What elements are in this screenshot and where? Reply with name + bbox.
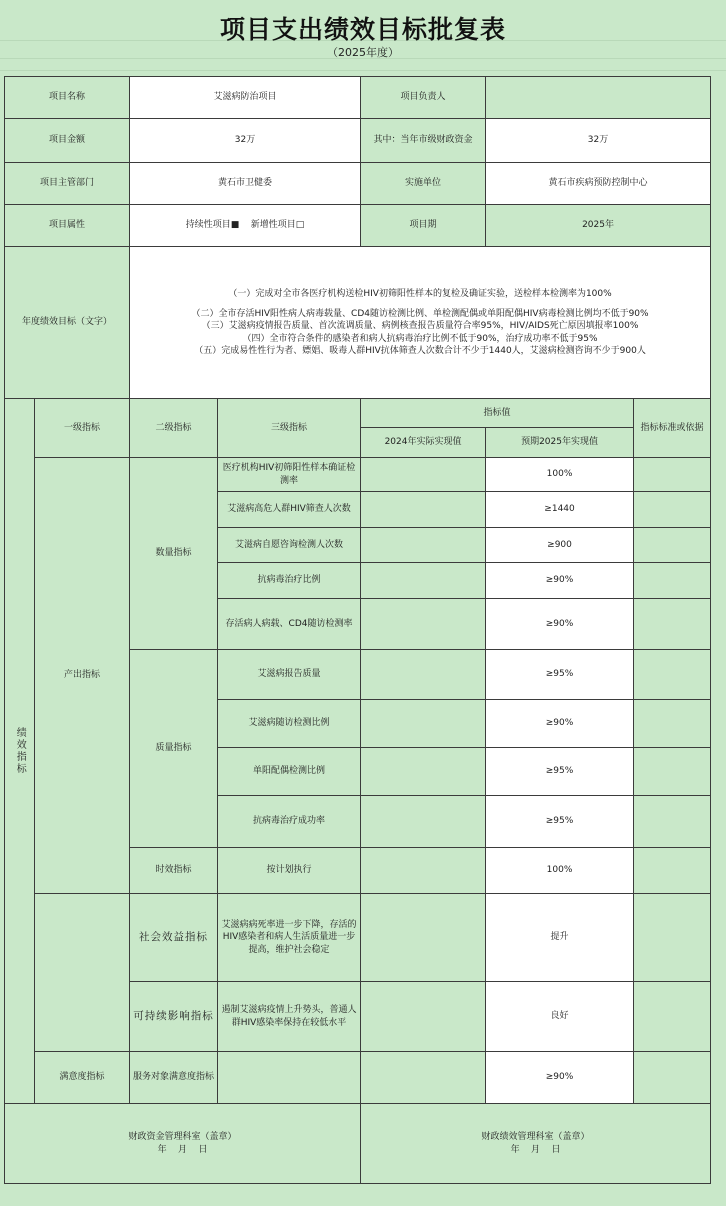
indicator-header-row <box>5 399 711 428</box>
goal-line: （三）艾滋病疫情报告质量、首次流调质量、病例核查报告质量符合率95%，HIV/AIDS死亡原因填报率100% <box>201 321 639 332</box>
signature-row <box>5 1104 711 1184</box>
info-row <box>5 119 711 163</box>
amount-label: 项目金额 <box>5 119 130 163</box>
expected-value[interactable]: ≥90% <box>486 599 634 650</box>
level3-name: 艾滋病高危人群HIV筛查人次数 <box>218 492 361 528</box>
goal-line: （一）完成对全市各医疗机构送检HIV初筛阳性样本的复检及确证实验，送检样本检测率为100% <box>228 289 612 300</box>
level3-name: 抗病毒治疗成功率 <box>218 796 361 848</box>
level2-social: 社会效益指标 <box>130 894 218 982</box>
goals-row <box>5 247 711 399</box>
indicator-row <box>5 894 711 982</box>
finance-funds-office: 财政资金管理科室（盖章） <box>128 1132 237 1143</box>
header-level1: 一级指标 <box>35 399 130 458</box>
level3-name: 存活病人病载、CD4随访检测率 <box>218 599 361 650</box>
basis-value[interactable] <box>634 528 711 563</box>
level3-name: 艾滋病随访检测比例 <box>218 700 361 748</box>
actual-value[interactable] <box>361 599 486 650</box>
actual-value[interactable] <box>361 528 486 563</box>
project-name-label: 项目名称 <box>5 77 130 119</box>
finance-funds-signature[interactable] <box>5 1104 361 1184</box>
goal-line: （四）全市符合条件的感染者和病人抗病毒治疗比例不低于90%，治疗成功率不低于95% <box>242 333 598 344</box>
basis-value[interactable] <box>634 1052 711 1104</box>
basis-value[interactable] <box>634 748 711 796</box>
actual-value[interactable] <box>361 458 486 492</box>
actual-value[interactable] <box>361 650 486 700</box>
actual-value[interactable] <box>361 492 486 528</box>
indicator-row <box>5 1052 711 1104</box>
performance-date: 年 月 日 <box>510 1144 561 1155</box>
project-leader-value[interactable] <box>486 77 711 119</box>
level3-name: 按计划执行 <box>218 848 361 894</box>
level1-output: 产出指标 <box>35 458 130 894</box>
attr-label: 项目属性 <box>5 205 130 247</box>
expected-value[interactable]: ≥900 <box>486 528 634 563</box>
performance-office: 财政绩效管理科室（盖章） <box>481 1132 590 1143</box>
header-level3: 三级指标 <box>218 399 361 458</box>
goal-line: （五）完成易性性行为者、嫖娼、吸毒人群HIV抗体筛查人次数合计不少于1440人，艾滋病检测咨询不少于900人 <box>194 345 646 356</box>
project-leader-label: 项目负责人 <box>361 77 486 119</box>
actual-value[interactable] <box>361 1052 486 1104</box>
level2-satisfaction-name: 服务对象满意度指标 <box>130 1052 218 1104</box>
basis-value[interactable] <box>634 982 711 1052</box>
level2-quantity: 数量指标 <box>130 458 218 650</box>
city-funds-value[interactable]: 32万 <box>486 119 711 163</box>
basis-value[interactable] <box>634 848 711 894</box>
project-name-value[interactable]: 艾滋病防治项目 <box>130 77 361 119</box>
grid-line <box>0 70 726 71</box>
expected-value[interactable]: ≥90% <box>486 700 634 748</box>
amount-value[interactable]: 32万 <box>130 119 361 163</box>
expected-value[interactable]: ≥90% <box>486 1052 634 1104</box>
expected-value[interactable]: 100% <box>486 458 634 492</box>
header-expected-2025: 预期2025年实现值 <box>486 428 634 458</box>
basis-value[interactable] <box>634 563 711 599</box>
level3-name: 抗病毒治疗比例 <box>218 563 361 599</box>
goals-label: 年度绩效目标（文字） <box>5 247 130 399</box>
impl-label: 实施单位 <box>361 163 486 205</box>
approval-table <box>4 76 711 1184</box>
expected-value[interactable]: 良好 <box>486 982 634 1052</box>
period-value[interactable]: 2025年 <box>486 205 711 247</box>
level1-satisfaction: 满意度指标 <box>35 1052 130 1104</box>
actual-value[interactable] <box>361 700 486 748</box>
expected-value[interactable]: ≥95% <box>486 796 634 848</box>
basis-value[interactable] <box>634 894 711 982</box>
level3-name: 艾滋病报告质量 <box>218 650 361 700</box>
expected-value[interactable]: ≥95% <box>486 650 634 700</box>
info-row <box>5 77 711 119</box>
level1-effect <box>35 894 130 1052</box>
goals-text[interactable] <box>130 247 711 399</box>
level3-name: 遏制艾滋病疫情上升势头，普通人群HIV感染率保持在较低水平 <box>218 982 361 1052</box>
dept-label: 项目主管部门 <box>5 163 130 205</box>
basis-value[interactable] <box>634 492 711 528</box>
goal-line: （二）全市存活HIV阳性病人病毒载量、CD4随访检测比例、单检测配偶或单阳配偶HIV病毒检测比例均不低于90% <box>191 309 649 320</box>
form-title: 项目支出绩效目标批复表 <box>219 15 506 44</box>
actual-value[interactable] <box>361 848 486 894</box>
header-actual-2024: 2024年实际实现值 <box>361 428 486 458</box>
level3-name: 单阳配偶检测比例 <box>218 748 361 796</box>
expected-value[interactable]: 100% <box>486 848 634 894</box>
level3-name: 医疗机构HIV初筛阳性样本确证检测率 <box>218 458 361 492</box>
indicator-row <box>5 458 711 492</box>
expected-value[interactable]: 提升 <box>486 894 634 982</box>
level2-sustain: 可持续影响指标 <box>130 982 218 1052</box>
basis-value[interactable] <box>634 599 711 650</box>
city-funds-label: 其中：当年市级财政资金 <box>361 119 486 163</box>
finance-funds-date: 年 月 日 <box>157 1144 208 1155</box>
basis-value[interactable] <box>634 458 711 492</box>
info-row <box>5 205 711 247</box>
basis-value[interactable] <box>634 650 711 700</box>
level2-timeliness: 时效指标 <box>130 848 218 894</box>
indicators-side-text: 绩效指标 <box>14 727 26 775</box>
actual-value[interactable] <box>361 563 486 599</box>
actual-value[interactable] <box>361 894 486 982</box>
level3-name <box>218 1052 361 1104</box>
basis-value[interactable] <box>634 700 711 748</box>
header-value: 指标值 <box>361 399 634 428</box>
form-subtitle: （2025年度） <box>327 46 399 59</box>
expected-value[interactable]: ≥95% <box>486 748 634 796</box>
header-level2: 二级指标 <box>130 399 218 458</box>
level3-name: 艾滋病自愿咨询检测人次数 <box>218 528 361 563</box>
info-row <box>5 163 711 205</box>
basis-value[interactable] <box>634 796 711 848</box>
level2-quality: 质量指标 <box>130 650 218 848</box>
impl-value[interactable]: 黄石市疾病预防控制中心 <box>486 163 711 205</box>
actual-value[interactable] <box>361 748 486 796</box>
indicators-side-label <box>5 399 35 1104</box>
performance-signature[interactable] <box>361 1104 711 1184</box>
dept-value[interactable]: 黄石市卫健委 <box>130 163 361 205</box>
level3-name: 艾滋病病死率进一步下降，存活的HIV感染者和病人生活质量进一步提高，维护社会稳定 <box>218 894 361 982</box>
actual-value[interactable] <box>361 796 486 848</box>
expected-value[interactable]: ≥90% <box>486 563 634 599</box>
header-basis: 指标标准或依据 <box>634 399 711 458</box>
actual-value[interactable] <box>361 982 486 1052</box>
expected-value[interactable]: ≥1440 <box>486 492 634 528</box>
period-label: 项目期 <box>361 205 486 247</box>
attr-value[interactable]: 持续性项目■ 新增性项目□ <box>130 205 361 247</box>
